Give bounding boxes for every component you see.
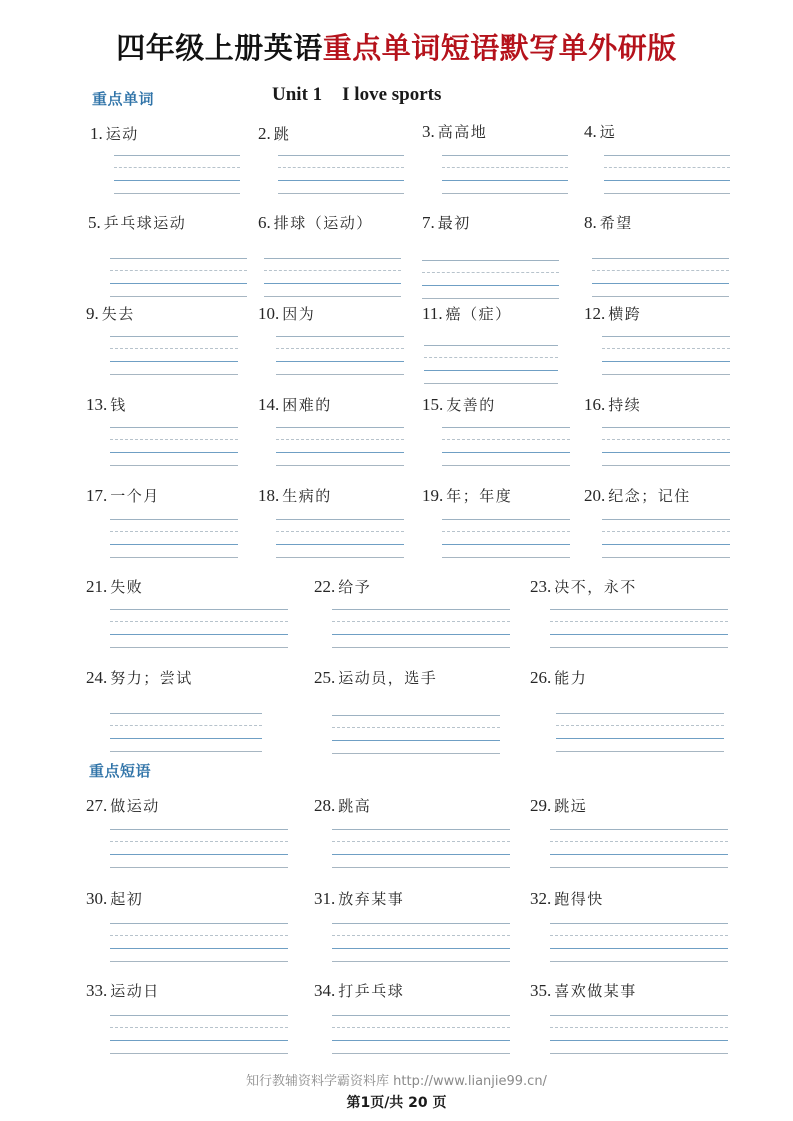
guide-line xyxy=(276,519,404,520)
writing-lines-answer-area[interactable] xyxy=(550,923,728,963)
guide-line xyxy=(602,427,730,428)
dashed-guide-line xyxy=(550,935,728,936)
guide-line xyxy=(550,1053,728,1054)
word-prompt xyxy=(86,486,160,506)
dashed-guide-line xyxy=(550,1027,728,1028)
guide-line xyxy=(422,285,559,286)
guide-line xyxy=(110,961,288,962)
word-prompt xyxy=(90,124,139,144)
dashed-guide-line xyxy=(110,841,288,842)
guide-line xyxy=(110,829,288,830)
item-chinese-meaning: 远 xyxy=(599,123,617,141)
guide-line xyxy=(332,609,510,610)
item-number: 21. xyxy=(86,577,108,596)
guide-line xyxy=(424,383,558,384)
guide-line xyxy=(110,1015,288,1016)
page-title-topic: 重点单词短语默写单外研版 xyxy=(322,31,677,65)
dashed-guide-line xyxy=(556,725,724,726)
writing-lines-answer-area[interactable] xyxy=(332,1015,510,1055)
dashed-guide-line xyxy=(604,167,730,168)
guide-line xyxy=(110,374,238,375)
writing-lines-answer-area[interactable] xyxy=(110,519,238,559)
dashed-guide-line xyxy=(442,167,568,168)
item-number: 7. xyxy=(422,213,435,232)
item-chinese-meaning: 打乒乓球 xyxy=(338,982,405,1000)
dashed-guide-line xyxy=(602,439,730,440)
dashed-guide-line xyxy=(110,270,247,271)
guide-line xyxy=(110,452,238,453)
guide-line xyxy=(602,452,730,453)
dashed-guide-line xyxy=(602,531,730,532)
item-number: 27. xyxy=(86,796,108,815)
guide-line xyxy=(422,298,559,299)
guide-line xyxy=(604,193,730,194)
item-number: 15. xyxy=(422,395,444,414)
writing-lines-answer-area[interactable] xyxy=(442,427,570,467)
item-number: 11. xyxy=(422,304,443,323)
guide-line xyxy=(114,155,240,156)
item-chinese-meaning: 放弃某事 xyxy=(338,890,405,908)
word-prompt xyxy=(584,395,641,415)
writing-lines-answer-area[interactable] xyxy=(604,155,730,195)
phrase-prompt xyxy=(86,981,160,1001)
item-number: 17. xyxy=(86,486,108,505)
dashed-guide-line xyxy=(110,439,238,440)
guide-line xyxy=(264,296,401,297)
guide-line xyxy=(550,1015,728,1016)
item-chinese-meaning: 一个月 xyxy=(110,487,160,505)
item-chinese-meaning: 钱 xyxy=(110,396,127,414)
guide-line xyxy=(442,452,570,453)
guide-line xyxy=(332,854,510,855)
item-number: 35. xyxy=(530,981,552,1000)
writing-lines-answer-area[interactable] xyxy=(550,1015,728,1055)
section-label-phrases: 重点短语 xyxy=(89,762,152,780)
phrase-prompt xyxy=(86,889,143,909)
guide-line xyxy=(276,544,404,545)
writing-lines-answer-area[interactable] xyxy=(264,258,401,298)
item-number: 2. xyxy=(258,124,271,143)
dashed-guide-line xyxy=(550,621,728,622)
word-prompt xyxy=(584,304,641,324)
dashed-guide-line xyxy=(332,935,510,936)
item-number: 19. xyxy=(422,486,444,505)
item-chinese-meaning: 年；年度 xyxy=(446,487,513,505)
word-prompt xyxy=(530,668,587,688)
writing-lines-answer-area[interactable] xyxy=(332,923,510,963)
item-chinese-meaning: 运动日 xyxy=(110,982,160,1000)
dashed-guide-line xyxy=(332,1027,510,1028)
guide-line xyxy=(278,180,404,181)
item-chinese-meaning: 决不，永不 xyxy=(554,578,637,596)
guide-line xyxy=(550,647,728,648)
guide-line xyxy=(110,1053,288,1054)
guide-line xyxy=(332,715,500,716)
guide-line xyxy=(442,155,568,156)
item-chinese-meaning: 做运动 xyxy=(110,797,160,815)
item-number: 4. xyxy=(584,122,597,141)
unit-name: I love sports xyxy=(342,84,442,105)
writing-lines-answer-area[interactable] xyxy=(442,155,568,195)
dashed-guide-line xyxy=(264,270,401,271)
dashed-guide-line xyxy=(276,439,404,440)
item-number: 3. xyxy=(422,122,435,141)
guide-line xyxy=(442,557,570,558)
item-chinese-meaning: 跳 xyxy=(273,125,291,143)
guide-line xyxy=(276,452,404,453)
dashed-guide-line xyxy=(602,348,730,349)
guide-line xyxy=(602,544,730,545)
guide-line xyxy=(592,258,729,259)
writing-lines-answer-area[interactable] xyxy=(332,609,510,649)
guide-line xyxy=(110,283,247,284)
item-chinese-meaning: 喜欢做某事 xyxy=(554,982,637,1000)
guide-line xyxy=(110,336,238,337)
guide-line xyxy=(110,544,238,545)
word-prompt xyxy=(584,486,691,506)
guide-line xyxy=(604,155,730,156)
dashed-guide-line xyxy=(110,725,262,726)
item-number: 22. xyxy=(314,577,336,596)
guide-line xyxy=(276,557,404,558)
item-number: 18. xyxy=(258,486,280,505)
item-chinese-meaning: 生病的 xyxy=(282,487,332,505)
dashed-guide-line xyxy=(278,167,404,168)
guide-line xyxy=(110,634,288,635)
guide-line xyxy=(550,1040,728,1041)
guide-line xyxy=(110,854,288,855)
dashed-guide-line xyxy=(276,531,404,532)
item-number: 16. xyxy=(584,395,606,414)
guide-line xyxy=(592,283,729,284)
footer-source: 知行教辅资料学霸资料库 http://www.lianjie99.cn/ xyxy=(246,1074,547,1089)
writing-lines-answer-area[interactable] xyxy=(278,155,404,195)
guide-line xyxy=(278,155,404,156)
dashed-guide-line xyxy=(110,531,238,532)
section-label-words: 重点单词 xyxy=(92,90,155,108)
word-prompt xyxy=(258,486,332,506)
item-chinese-meaning: 乒乓球运动 xyxy=(103,214,187,232)
item-chinese-meaning: 最初 xyxy=(437,214,471,232)
item-number: 20. xyxy=(584,486,606,505)
guide-line xyxy=(332,1040,510,1041)
item-chinese-meaning: 横跨 xyxy=(608,305,642,323)
item-chinese-meaning: 运动员，选手 xyxy=(338,669,438,687)
word-prompt xyxy=(86,395,127,415)
guide-line xyxy=(110,1040,288,1041)
writing-lines-answer-area[interactable] xyxy=(422,260,559,300)
writing-lines-answer-area[interactable] xyxy=(110,609,288,649)
item-chinese-meaning: 跳高 xyxy=(338,797,372,815)
writing-lines-answer-area[interactable] xyxy=(550,609,728,649)
guide-line xyxy=(602,336,730,337)
item-number: 25. xyxy=(314,668,336,687)
guide-line xyxy=(276,361,404,362)
guide-line xyxy=(264,258,401,259)
item-number: 13. xyxy=(86,395,108,414)
writing-lines-answer-area[interactable] xyxy=(114,155,240,195)
dashed-guide-line xyxy=(442,531,570,532)
guide-line xyxy=(332,1015,510,1016)
guide-line xyxy=(442,519,570,520)
guide-line xyxy=(442,180,568,181)
guide-line xyxy=(110,557,238,558)
writing-lines-answer-area[interactable] xyxy=(110,829,288,869)
writing-lines-answer-area[interactable] xyxy=(276,336,404,376)
item-chinese-meaning: 跑得快 xyxy=(554,890,604,908)
dashed-guide-line xyxy=(276,348,404,349)
item-number: 23. xyxy=(530,577,552,596)
guide-line xyxy=(276,336,404,337)
item-chinese-meaning: 因为 xyxy=(282,305,316,323)
phrase-prompt xyxy=(530,796,587,816)
dashed-guide-line xyxy=(550,841,728,842)
word-prompt xyxy=(86,304,135,324)
writing-lines-answer-area[interactable] xyxy=(110,923,288,963)
guide-line xyxy=(110,948,288,949)
guide-line xyxy=(110,465,238,466)
guide-line xyxy=(110,609,288,610)
word-prompt xyxy=(88,213,186,233)
writing-lines-answer-area[interactable] xyxy=(110,1015,288,1055)
footer-page-number: 第1页/共 20 页 xyxy=(346,1095,447,1111)
item-number: 29. xyxy=(530,796,552,815)
writing-lines-answer-area[interactable] xyxy=(332,829,510,869)
guide-line xyxy=(110,361,238,362)
word-prompt xyxy=(584,213,633,233)
page-title xyxy=(0,28,793,68)
dashed-guide-line xyxy=(110,935,288,936)
writing-lines-answer-area[interactable] xyxy=(110,336,238,376)
word-prompt xyxy=(530,577,637,597)
writing-lines-answer-area[interactable] xyxy=(424,345,558,385)
writing-lines-answer-area[interactable] xyxy=(550,829,728,869)
dashed-guide-line xyxy=(442,439,570,440)
item-chinese-meaning: 癌（症） xyxy=(445,305,512,323)
item-chinese-meaning: 跳远 xyxy=(554,797,588,815)
dashed-guide-line xyxy=(332,727,500,728)
guide-line xyxy=(556,751,724,752)
word-prompt xyxy=(422,213,471,233)
guide-line xyxy=(332,829,510,830)
guide-line xyxy=(110,923,288,924)
guide-line xyxy=(276,465,404,466)
item-number: 12. xyxy=(584,304,606,323)
guide-line xyxy=(442,465,570,466)
guide-line xyxy=(332,923,510,924)
dashed-guide-line xyxy=(110,621,288,622)
item-number: 28. xyxy=(314,796,336,815)
item-chinese-meaning: 排球（运动） xyxy=(273,214,373,232)
word-prompt xyxy=(314,668,437,688)
guide-line xyxy=(442,544,570,545)
writing-lines-answer-area[interactable] xyxy=(556,713,724,753)
item-chinese-meaning: 运动 xyxy=(105,125,139,143)
dashed-guide-line xyxy=(424,357,558,358)
item-chinese-meaning: 给予 xyxy=(338,578,372,596)
guide-line xyxy=(110,751,262,752)
guide-line xyxy=(276,427,404,428)
word-prompt xyxy=(422,122,487,142)
item-chinese-meaning: 困难的 xyxy=(282,396,332,414)
word-prompt xyxy=(258,124,290,144)
writing-lines-answer-area[interactable] xyxy=(602,519,730,559)
guide-line xyxy=(332,753,500,754)
item-number: 30. xyxy=(86,889,108,908)
guide-line xyxy=(332,961,510,962)
item-number: 1. xyxy=(90,124,103,143)
guide-line xyxy=(550,948,728,949)
dashed-guide-line xyxy=(110,348,238,349)
guide-line xyxy=(332,740,500,741)
guide-line xyxy=(556,738,724,739)
guide-line xyxy=(550,634,728,635)
dashed-guide-line xyxy=(110,1027,288,1028)
unit-title xyxy=(272,84,441,106)
item-chinese-meaning: 失去 xyxy=(101,305,135,323)
guide-line xyxy=(602,361,730,362)
phrase-prompt xyxy=(86,796,160,816)
item-number: 6. xyxy=(258,213,271,232)
item-number: 24. xyxy=(86,668,108,687)
writing-lines-answer-area[interactable] xyxy=(110,713,262,753)
item-chinese-meaning: 纪念；记住 xyxy=(608,487,691,505)
guide-line xyxy=(550,829,728,830)
word-prompt xyxy=(86,577,143,597)
guide-line xyxy=(556,713,724,714)
writing-lines-answer-area[interactable] xyxy=(442,519,570,559)
guide-line xyxy=(114,180,240,181)
guide-line xyxy=(602,465,730,466)
item-number: 31. xyxy=(314,889,336,908)
item-chinese-meaning: 希望 xyxy=(599,214,633,232)
guide-line xyxy=(110,427,238,428)
guide-line xyxy=(550,609,728,610)
guide-line xyxy=(550,854,728,855)
item-chinese-meaning: 友善的 xyxy=(446,396,496,414)
writing-lines-answer-area[interactable] xyxy=(602,336,730,376)
item-number: 8. xyxy=(584,213,597,232)
dashed-guide-line xyxy=(332,841,510,842)
item-number: 26. xyxy=(530,668,552,687)
item-number: 33. xyxy=(86,981,108,1000)
item-chinese-meaning: 失败 xyxy=(110,578,144,596)
guide-line xyxy=(110,738,262,739)
guide-line xyxy=(332,647,510,648)
unit-number: Unit 1 xyxy=(272,84,323,105)
writing-lines-answer-area[interactable] xyxy=(332,715,500,755)
phrase-prompt xyxy=(530,889,604,909)
guide-line xyxy=(278,193,404,194)
guide-line xyxy=(602,519,730,520)
guide-line xyxy=(110,713,262,714)
guide-line xyxy=(424,345,558,346)
guide-line xyxy=(442,427,570,428)
guide-line xyxy=(602,374,730,375)
word-prompt xyxy=(422,304,512,324)
dashed-guide-line xyxy=(592,270,729,271)
item-number: 9. xyxy=(86,304,99,323)
guide-line xyxy=(114,193,240,194)
dashed-guide-line xyxy=(422,272,559,273)
guide-line xyxy=(110,867,288,868)
word-prompt xyxy=(314,577,371,597)
guide-line xyxy=(550,923,728,924)
guide-line xyxy=(332,948,510,949)
item-number: 32. xyxy=(530,889,552,908)
guide-line xyxy=(264,283,401,284)
guide-line xyxy=(110,647,288,648)
guide-line xyxy=(424,370,558,371)
guide-line xyxy=(110,258,247,259)
guide-line xyxy=(592,296,729,297)
guide-line xyxy=(332,867,510,868)
writing-lines-answer-area[interactable] xyxy=(276,519,404,559)
word-prompt xyxy=(584,122,616,142)
writing-lines-answer-area[interactable] xyxy=(110,258,247,298)
phrase-prompt xyxy=(530,981,637,1001)
word-prompt xyxy=(258,304,315,324)
item-chinese-meaning: 能力 xyxy=(554,669,588,687)
writing-lines-answer-area[interactable] xyxy=(602,427,730,467)
phrase-prompt xyxy=(314,889,404,909)
guide-line xyxy=(110,519,238,520)
word-prompt xyxy=(258,213,373,233)
guide-line xyxy=(550,961,728,962)
page-title-grade: 四年级上册英语 xyxy=(116,31,323,65)
writing-lines-answer-area[interactable] xyxy=(592,258,729,298)
guide-line xyxy=(602,557,730,558)
writing-lines-answer-area[interactable] xyxy=(276,427,404,467)
item-chinese-meaning: 持续 xyxy=(608,396,642,414)
item-number: 10. xyxy=(258,304,280,323)
item-chinese-meaning: 高高地 xyxy=(437,123,488,141)
item-chinese-meaning: 起初 xyxy=(110,890,144,908)
item-number: 34. xyxy=(314,981,336,1000)
guide-line xyxy=(422,260,559,261)
dashed-guide-line xyxy=(114,167,240,168)
word-prompt xyxy=(422,486,512,506)
guide-line xyxy=(604,180,730,181)
phrase-prompt xyxy=(314,796,371,816)
item-number: 5. xyxy=(88,213,101,232)
guide-line xyxy=(332,1053,510,1054)
item-number: 14. xyxy=(258,395,280,414)
item-chinese-meaning: 努力；尝试 xyxy=(110,669,193,687)
phrase-prompt xyxy=(314,981,404,1001)
word-prompt xyxy=(258,395,332,415)
word-prompt xyxy=(422,395,496,415)
guide-line xyxy=(276,374,404,375)
writing-lines-answer-area[interactable] xyxy=(110,427,238,467)
guide-line xyxy=(442,193,568,194)
guide-line xyxy=(332,634,510,635)
guide-line xyxy=(110,296,247,297)
dashed-guide-line xyxy=(332,621,510,622)
word-prompt xyxy=(86,668,193,688)
guide-line xyxy=(550,867,728,868)
